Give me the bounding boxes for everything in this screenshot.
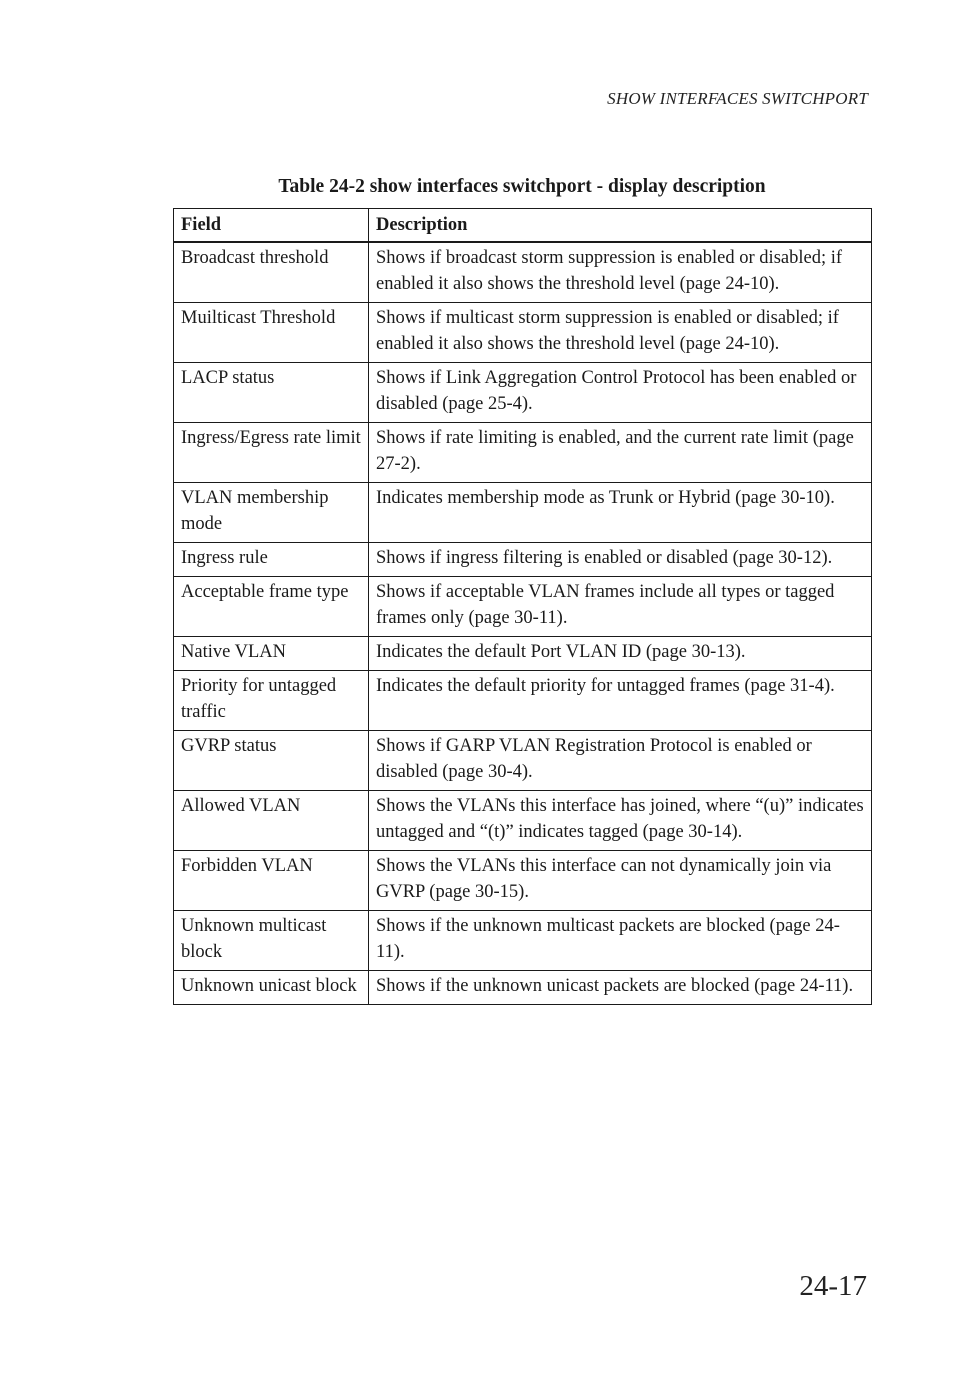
table-header-row [174,209,872,243]
table-row [174,543,872,577]
description-cell: Shows if Link Aggregation Control Protocol has been enabled or disabled (page 25-4). [369,363,872,423]
column-header-description: Description [369,209,872,243]
field-cell: Allowed VLAN [174,791,369,851]
field-cell: Broadcast threshold [174,242,369,303]
table-row [174,423,872,483]
field-cell: Ingress rule [174,543,369,577]
table-row [174,303,872,363]
field-cell: Forbidden VLAN [174,851,369,911]
page-number: 24-17 [799,1270,867,1302]
description-cell: Shows if the unknown multicast packets are blocked (page 24-11). [369,911,872,971]
field-cell: LACP status [174,363,369,423]
table-row [174,791,872,851]
table-caption: Table 24-2 show interfaces switchport - display description [278,176,766,197]
field-cell: Priority for untagged traffic [174,671,369,731]
running-header: SHOW INTERFACES SWITCHPORT [607,89,868,108]
field-cell: GVRP status [174,731,369,791]
description-cell: Indicates the default priority for untagged frames (page 31-4). [369,671,872,731]
table-row [174,483,872,543]
description-cell: Shows the VLANs this interface has joined, where “(u)” indicates untagged and “(t)” indicates tagged (page 30-14). [369,791,872,851]
field-cell: Unknown unicast block [174,971,369,1005]
table-row [174,637,872,671]
field-cell: VLAN membership mode [174,483,369,543]
field-cell: Native VLAN [174,637,369,671]
description-cell: Indicates membership mode as Trunk or Hybrid (page 30-10). [369,483,872,543]
column-header-field: Field [174,209,369,243]
description-cell: Shows if acceptable VLAN frames include all types or tagged frames only (page 30-11). [369,577,872,637]
description-cell: Indicates the default Port VLAN ID (page 30-13). [369,637,872,671]
description-cell: Shows if ingress filtering is enabled or disabled (page 30-12). [369,543,872,577]
table-row [174,577,872,637]
description-cell: Shows the VLANs this interface can not dynamically join via GVRP (page 30-15). [369,851,872,911]
field-cell: Acceptable frame type [174,577,369,637]
description-table [173,208,872,1005]
table-row [174,363,872,423]
table-row [174,731,872,791]
field-cell: Ingress/Egress rate limit [174,423,369,483]
description-cell: Shows if GARP VLAN Registration Protocol is enabled or disabled (page 30-4). [369,731,872,791]
table-row [174,971,872,1005]
description-cell: Shows if the unknown unicast packets are blocked (page 24-11). [369,971,872,1005]
description-cell: Shows if multicast storm suppression is enabled or disabled; if enabled it also shows the threshold level (page 24-10). [369,303,872,363]
field-cell: Muilticast Threshold [174,303,369,363]
description-cell: Shows if broadcast storm suppression is enabled or disabled; if enabled it also shows the threshold level (page 24-10). [369,242,872,303]
table-row [174,851,872,911]
field-cell: Unknown multicast block [174,911,369,971]
table-row [174,671,872,731]
table-row [174,242,872,303]
table-row [174,911,872,971]
description-cell: Shows if rate limiting is enabled, and the current rate limit (page 27-2). [369,423,872,483]
